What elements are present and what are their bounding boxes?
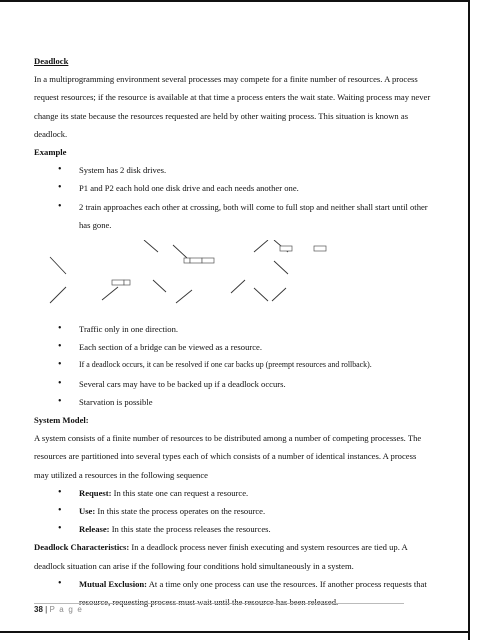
road-line [173,245,187,258]
list-item: • Several cars may have to be backed up if a deadlock occurs. [54,375,432,393]
list-item: • Starvation is possible [54,393,432,411]
bridge-diagram-svg [26,240,446,318]
system-model-paragraph: A system consists of a finite number of resources to be distributed among a number of competing processes. The resources are partitioned into several types each of which consists of a number of identical instances. A process may utilized a resources in the following sequence [34,433,422,480]
car-shape [190,258,202,263]
page-border-right [468,0,470,640]
bridge-crossing-diagram [34,240,432,318]
footer-divider [34,603,404,604]
page-border-bottom [0,631,470,633]
road-line [50,287,66,303]
car-shape [184,258,190,263]
item-text: In this state one can request a resource. [111,487,249,498]
example-heading: Example [34,147,67,158]
list-item: • Traffic only in one direction. [54,320,432,338]
sequence-list [34,484,432,539]
list-item [54,520,432,538]
road-line [231,280,245,293]
road-line [102,287,118,300]
road-line [254,288,268,301]
road-line [272,288,286,301]
example-list [34,161,432,234]
road-line [254,240,268,252]
footer-page-label [34,605,83,614]
car-shape [314,246,326,251]
intro-paragraph: In a multiprogramming environment several processes may compete for a finite number of resources. A process request resources; if the resource is available at that time a process enters the wait state. Waiting process may never change its state because the resources requested are held by other waiting process. This situation is known as deadlock. [34,74,431,139]
conditions-list [34,575,432,611]
list-item: • Each section of a bridge can be viewed as a resource. [54,338,432,356]
item-text: In this state the process releases the resources. [109,524,271,535]
road-line [50,257,66,274]
list-item: • P1 and P2 each hold one disk drive and each needs another one. [54,179,432,197]
traffic-list [34,320,432,411]
characteristics-text: In a deadlock process never finish executing and system resources are tied up. A deadlock situation can arise if the following four conditions hold simultaneously in a system. [34,542,408,571]
car-shape [112,280,124,285]
item-text: At a time only one process can use the resources. If another process requests that [148,578,427,589]
page-word: P a g e [49,605,84,614]
item-label: Release: [79,524,110,535]
list-item [54,575,432,611]
road-line [153,280,166,292]
road-line [274,261,288,274]
page-number: 38 [34,605,43,614]
car-shape [280,246,292,251]
system-model-heading: System Model: [34,415,89,426]
item-label: Request: [79,487,112,498]
item-text: In this state the process operates on the resource. [95,506,266,517]
road-line [144,240,158,252]
characteristics-paragraph [34,538,432,574]
page-content [34,52,432,611]
list-item [54,484,432,502]
list-item [54,502,432,520]
road-line [176,290,192,303]
list-item: • If a deadlock occurs, it can be resolved if one car backs up (preempt resources and rollback). [54,356,432,374]
section-heading-deadlock: Deadlock [34,56,69,66]
car-shape [202,258,214,263]
item-label: Use: [79,506,96,517]
list-item: • 2 train approaches each other at crossing, both will come to full stop and neither shall start until other has gone. [54,198,432,234]
characteristics-label: Deadlock Characteristics: [34,542,130,553]
item-label: Mutual Exclusion: [79,578,148,589]
page-border-top [0,0,470,2]
footer-separator: | [42,605,50,614]
car-shape [124,280,130,285]
list-item: • System has 2 disk drives. [54,161,432,179]
